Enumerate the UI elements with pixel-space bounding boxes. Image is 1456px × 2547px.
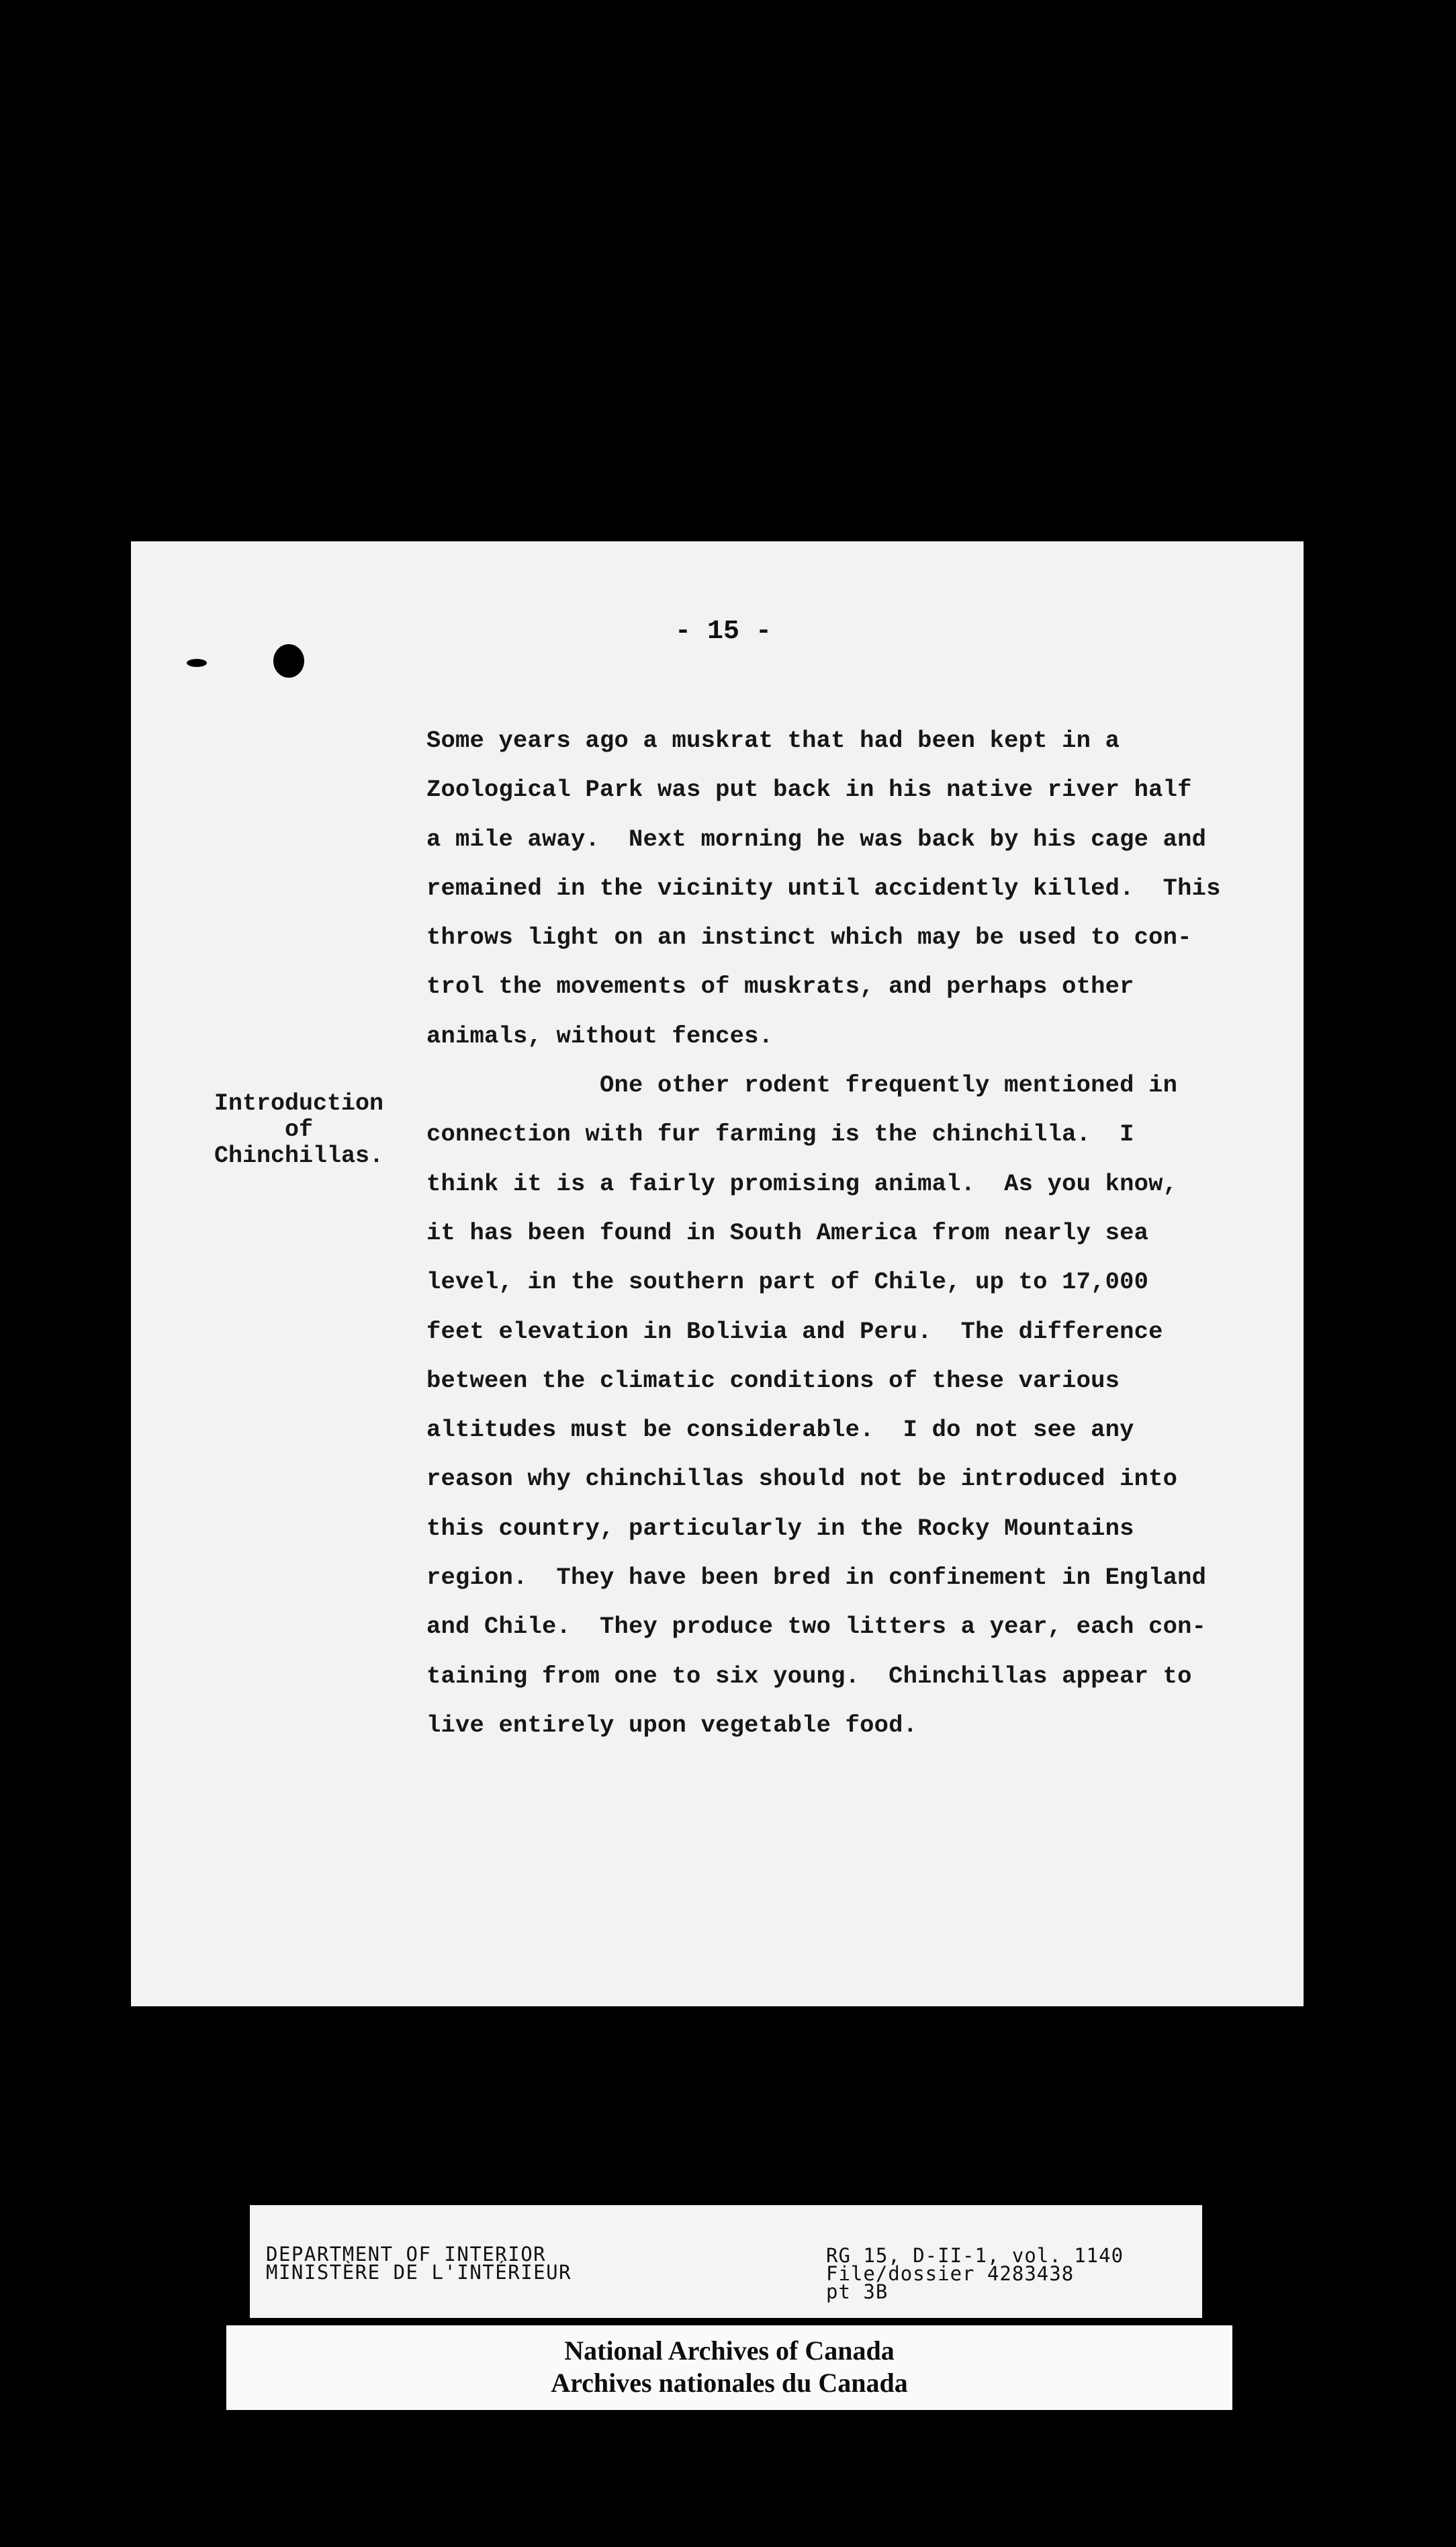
text-line: Some years ago a muskrat that had been kept in a: [426, 727, 1120, 754]
text-line: between the climatic conditions of these various: [426, 1366, 1120, 1394]
department-name: [266, 2245, 572, 2282]
text-line: this country, particularly in the Rocky Mountains: [426, 1514, 1134, 1542]
text-line: level, in the southern part of Chile, up to 17,000: [426, 1268, 1149, 1296]
margin-note-line: Introduction: [214, 1090, 384, 1117]
text-line: and Chile. They produce two litters a year, each con-: [426, 1613, 1207, 1641]
file-number: File/dossier 4283438: [826, 2262, 1075, 2285]
department-english: DEPARTMENT OF INTERIOR: [266, 2243, 547, 2266]
file-part: pt 3B: [826, 2280, 889, 2303]
text-line: trol the movements of muskrats, and perhaps other: [426, 973, 1134, 1001]
text-line: a mile away. Next morning he was back by his cage and: [426, 825, 1207, 853]
text-line: remained in the vicinity until accidently killed. This: [426, 874, 1221, 902]
record-group: RG 15, D-II-1, vol. 1140: [826, 2244, 1124, 2267]
file-reference: [826, 2244, 1124, 2303]
archive-reference-label: [250, 2205, 1202, 2318]
archives-name-english: National Archives of Canada: [564, 2335, 895, 2366]
text-line: throws light on an instinct which may be used to con-: [426, 924, 1192, 952]
text-line: connection with fur farming is the chinchilla. I: [426, 1120, 1134, 1149]
margin-note-line: Chinchillas.: [214, 1143, 384, 1169]
text-line: Zoological Park was put back in his native river half: [426, 776, 1192, 804]
document-page: [131, 541, 1304, 2006]
body-text: [426, 716, 1246, 1750]
margin-note-line: of: [284, 1116, 313, 1143]
text-line: it has been found in South America from nearly sea: [426, 1218, 1149, 1247]
department-french: MINISTÈRE DE L'INTÉRIEUR: [266, 2261, 572, 2284]
archives-name-french: Archives nationales du Canada: [551, 2368, 908, 2398]
archives-banner: [226, 2325, 1232, 2410]
text-line: feet elevation in Bolivia and Peru. The difference: [426, 1317, 1163, 1345]
text-line: reason why chinchillas should not be introduced into: [426, 1465, 1178, 1493]
text-line: live entirely upon vegetable food.: [426, 1711, 918, 1739]
hole-punch: [273, 644, 304, 678]
page-number: - 15 -: [675, 617, 772, 647]
text-line: One other rodent frequently mentioned in: [426, 1071, 1178, 1100]
text-line: animals, without fences.: [426, 1022, 774, 1050]
text-line: altitudes must be considerable. I do not see any: [426, 1416, 1134, 1444]
text-line: region. They have been bred in confinement in England: [426, 1564, 1207, 1592]
ink-speck: [187, 659, 207, 667]
margin-note: [205, 1091, 393, 1169]
text-line: taining from one to six young. Chinchillas appear to: [426, 1662, 1192, 1690]
text-line: think it is a fairly promising animal. As you know,: [426, 1169, 1178, 1198]
